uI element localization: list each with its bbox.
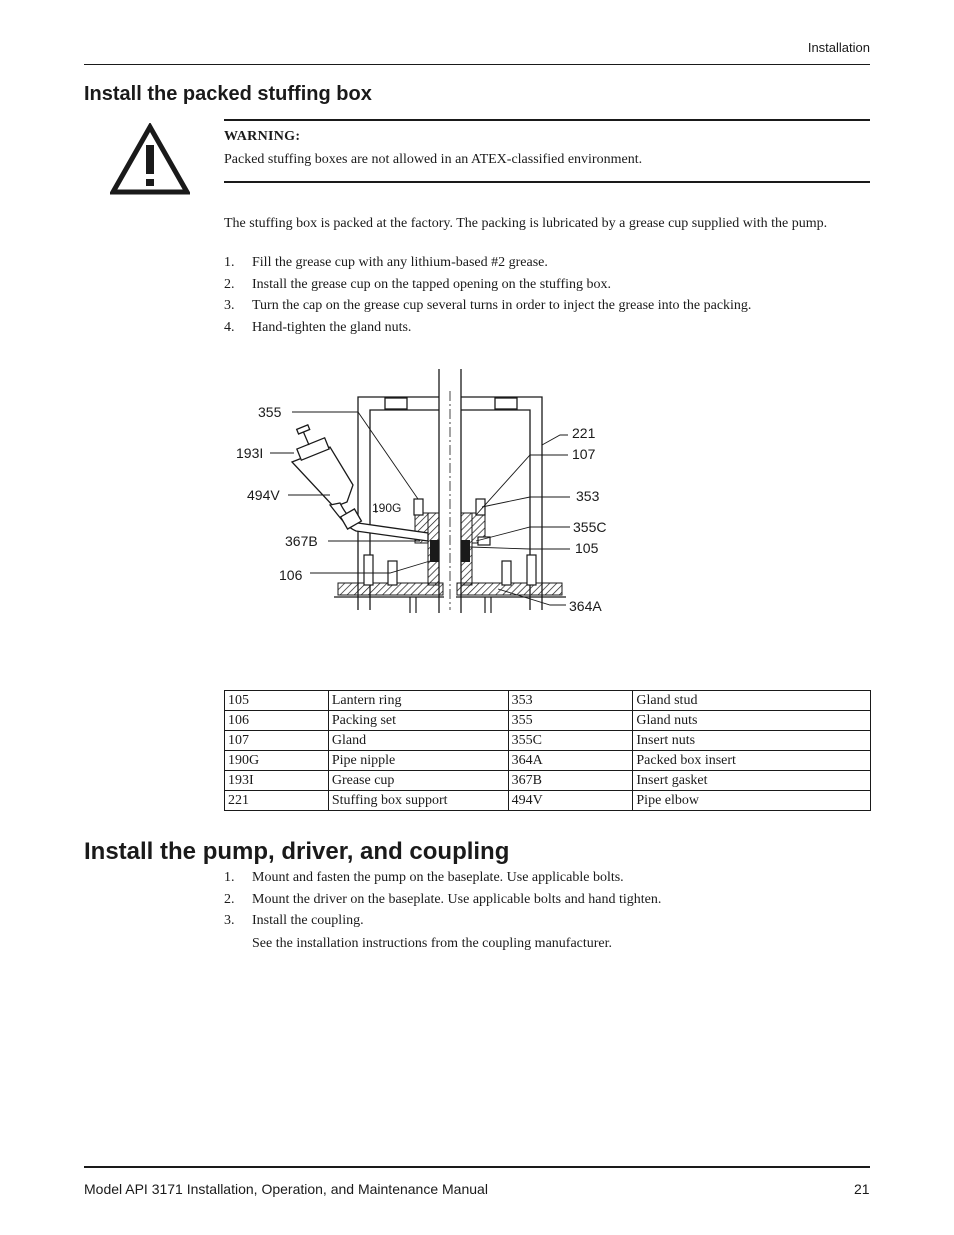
warning-top-rule — [224, 119, 870, 121]
parts-table — [224, 690, 871, 811]
part-number: 364A — [508, 751, 633, 771]
warning-bottom-rule — [224, 181, 870, 183]
part-number: 190G — [225, 751, 329, 771]
part-name: Packing set — [328, 711, 508, 731]
part-name: Insert nuts — [633, 731, 871, 751]
warning-title: WARNING: — [224, 129, 301, 144]
step-number: 3. — [224, 298, 235, 313]
warning-triangle-icon — [110, 123, 190, 195]
step-number: 2. — [224, 892, 235, 907]
running-header: Installation — [807, 40, 870, 55]
part-number: 355C — [508, 731, 633, 751]
part-number: 355 — [508, 711, 633, 731]
callout-221: 221 — [572, 425, 596, 441]
part-number: 107 — [225, 731, 329, 751]
part-number: 193I — [225, 771, 329, 791]
section-heading: Install the packed stuffing box — [84, 83, 372, 105]
callout-355C: 355C — [573, 519, 607, 535]
callout-193I: 193I — [236, 445, 264, 461]
table-row — [225, 691, 871, 711]
step-text: Mount the driver on the baseplate. Use applicable bolts and hand tighten. — [252, 892, 662, 907]
table-row — [225, 791, 871, 811]
part-name: Gland nuts — [633, 711, 871, 731]
pump-section-heading: Install the pump, driver, and coupling — [84, 838, 510, 865]
part-number: 105 — [225, 691, 329, 711]
callout-364A: 364A — [569, 598, 602, 614]
part-name: Pipe elbow — [633, 791, 871, 811]
step-text: Install the coupling. — [252, 913, 364, 928]
part-name: Pipe nipple — [328, 751, 508, 771]
step-text: Install the grease cup on the tapped opening on the stuffing box. — [252, 277, 611, 292]
callout-494V: 494V — [247, 487, 280, 503]
step-text: Fill the grease cup with any lithium-based #2 grease. — [252, 255, 548, 270]
intro-paragraph: The stuffing box is packed at the factory. The packing is lubricated by a grease cup supplied with the pump. — [224, 216, 828, 231]
footer-manual-title: Model API 3171 Installation, Operation, and Maintenance Manual — [84, 1181, 488, 1197]
step-text: Hand-tighten the gland nuts. — [252, 320, 412, 335]
step-number: 3. — [224, 913, 235, 928]
step-note: See the installation instructions from the coupling manufacturer. — [252, 936, 613, 951]
table-row — [225, 751, 871, 771]
callout-367B: 367B — [285, 533, 318, 549]
step-text: Turn the cap on the grease cup several turns in order to inject the grease into the packing. — [252, 298, 752, 313]
callout-106: 106 — [279, 567, 303, 583]
footer-rule — [84, 1166, 870, 1168]
callout-353: 353 — [576, 488, 600, 504]
part-number: 367B — [508, 771, 633, 791]
part-name: Insert gasket — [633, 771, 871, 791]
warning-text: Packed stuffing boxes are not allowed in an ATEX-classified environment. — [224, 152, 643, 167]
part-number: 353 — [508, 691, 633, 711]
step-number: 2. — [224, 277, 235, 292]
callout-190G: 190G — [372, 501, 402, 515]
part-name: Grease cup — [328, 771, 508, 791]
part-number: 221 — [225, 791, 329, 811]
table-row — [225, 771, 871, 791]
part-name: Stuffing box support — [328, 791, 508, 811]
part-name: Lantern ring — [328, 691, 508, 711]
header-rule — [84, 64, 870, 65]
callout-107: 107 — [572, 446, 596, 462]
part-name: Packed box insert — [633, 751, 871, 771]
stuffing-box-diagram — [230, 365, 630, 615]
part-name: Gland stud — [633, 691, 871, 711]
callout-105: 105 — [575, 540, 599, 556]
callout-355: 355 — [258, 404, 282, 420]
step-number: 1. — [224, 870, 235, 885]
table-row — [225, 711, 871, 731]
step-text: Mount and fasten the pump on the baseplate. Use applicable bolts. — [252, 870, 624, 885]
part-number: 494V — [508, 791, 633, 811]
step-number: 4. — [224, 320, 235, 335]
table-row — [225, 731, 871, 751]
step-number: 1. — [224, 255, 235, 270]
part-name: Gland — [328, 731, 508, 751]
part-number: 106 — [225, 711, 329, 731]
page-number: 21 — [854, 1181, 870, 1197]
